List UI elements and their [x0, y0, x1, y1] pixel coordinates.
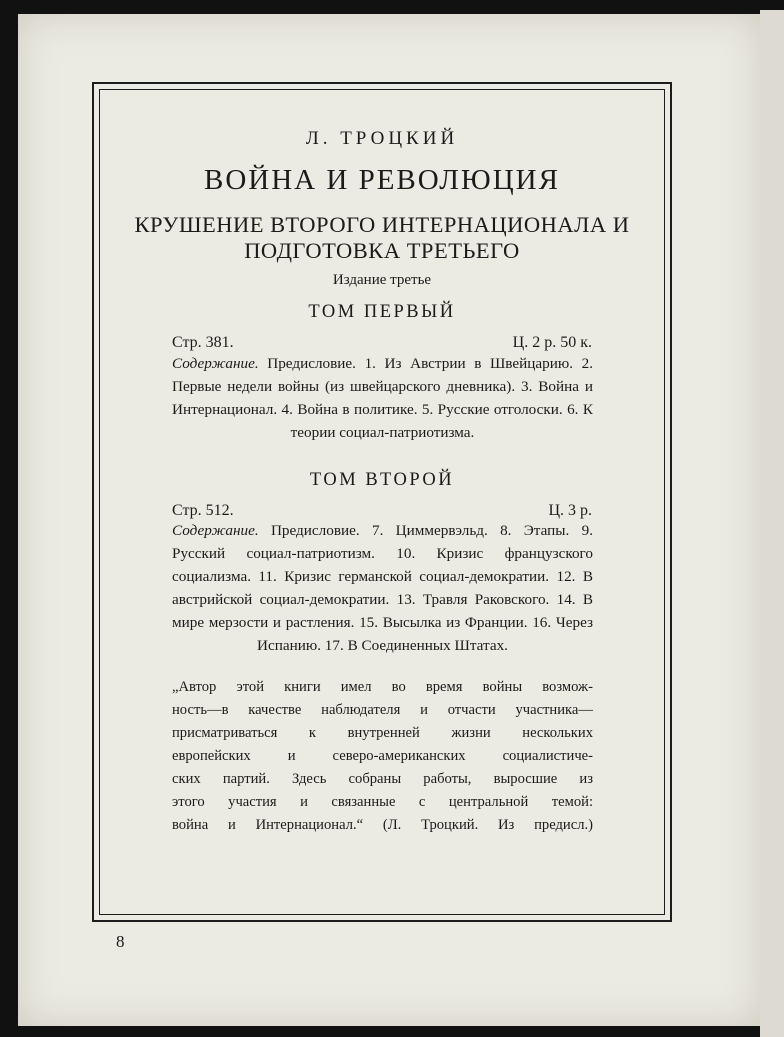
- quote-line: война и Интернационал.“ (Л. Троцкий. Из предисл.): [172, 817, 593, 833]
- volume-1-pages: Стр. 381.: [172, 334, 234, 351]
- quote-line: „Автор этой книги имел во время войны возмож-: [172, 679, 593, 695]
- volume-1-contents-text: Предисловие. 1. Из Австрии в Швейцарию. 2. Первые недели войны (из швейцарского дневника). 3. Война и Интернационал. 4. Война в политике. 5. Русские отголоски. 6. К теории социал-патриотизма.: [172, 355, 593, 441]
- volume-1-heading: ТОМ ПЕРВЫЙ: [308, 302, 456, 322]
- book-spine-edge: [760, 10, 784, 1037]
- quote-line: ность—в качестве наблюдателя и отчасти участника—: [172, 702, 593, 718]
- quote-line: присматриваться к внутренней жизни нескольких: [172, 725, 593, 741]
- volume-2-pages: Стр. 512.: [172, 502, 234, 519]
- page-number: 8: [116, 932, 125, 951]
- volume-2-contents-text: Предисловие. 7. Циммервэльд. 8. Этапы. 9. Русский социал-патриотизм. 10. Кризис французского социализма. 11. Кризис германской социал-демократии. 12. В австрийской социал-демократии. 13. Травля Раковского. 14. В мире мерзости и растления. 15. Высылка из Франции. 16. Через Испанию. 17. В Соединенных Штатах.: [172, 522, 593, 654]
- volume-1-contents-label: Содержание.: [172, 355, 259, 372]
- book-subtitle: [94, 212, 670, 264]
- volume-1-contents: [172, 352, 593, 444]
- book-title: ВОЙНА И РЕВОЛЮЦИЯ: [204, 164, 560, 196]
- volume-1-price: Ц. 2 р. 50 к.: [512, 334, 592, 351]
- quote-line: европейских и северо-американских социалистиче-: [172, 748, 593, 764]
- volume-1-meta: [172, 334, 592, 352]
- advertisement-frame: [92, 82, 672, 922]
- book-subtitle-text: КРУШЕНИЕ ВТОРОГО ИНТЕРНАЦИОНАЛА И ПОДГОТОВКА ТРЕТЬЕГО: [134, 212, 630, 263]
- edition-note: Издание третье: [332, 272, 432, 288]
- volume-2-contents-label: Содержание.: [172, 522, 259, 539]
- volume-2-heading: ТОМ ВТОРОЙ: [309, 470, 455, 490]
- quote-line: ских партий. Здесь собраны работы, выросшие из: [172, 771, 593, 787]
- volume-2-meta: [172, 502, 592, 520]
- volume-2-contents: [172, 519, 593, 657]
- volume-2-price: Ц. 3 р.: [548, 502, 592, 519]
- author-quote: [172, 676, 593, 837]
- author-name: Л. ТРОЦКИЙ: [305, 128, 459, 149]
- quote-line: этого участия и связанные с центральной темой:: [172, 794, 593, 810]
